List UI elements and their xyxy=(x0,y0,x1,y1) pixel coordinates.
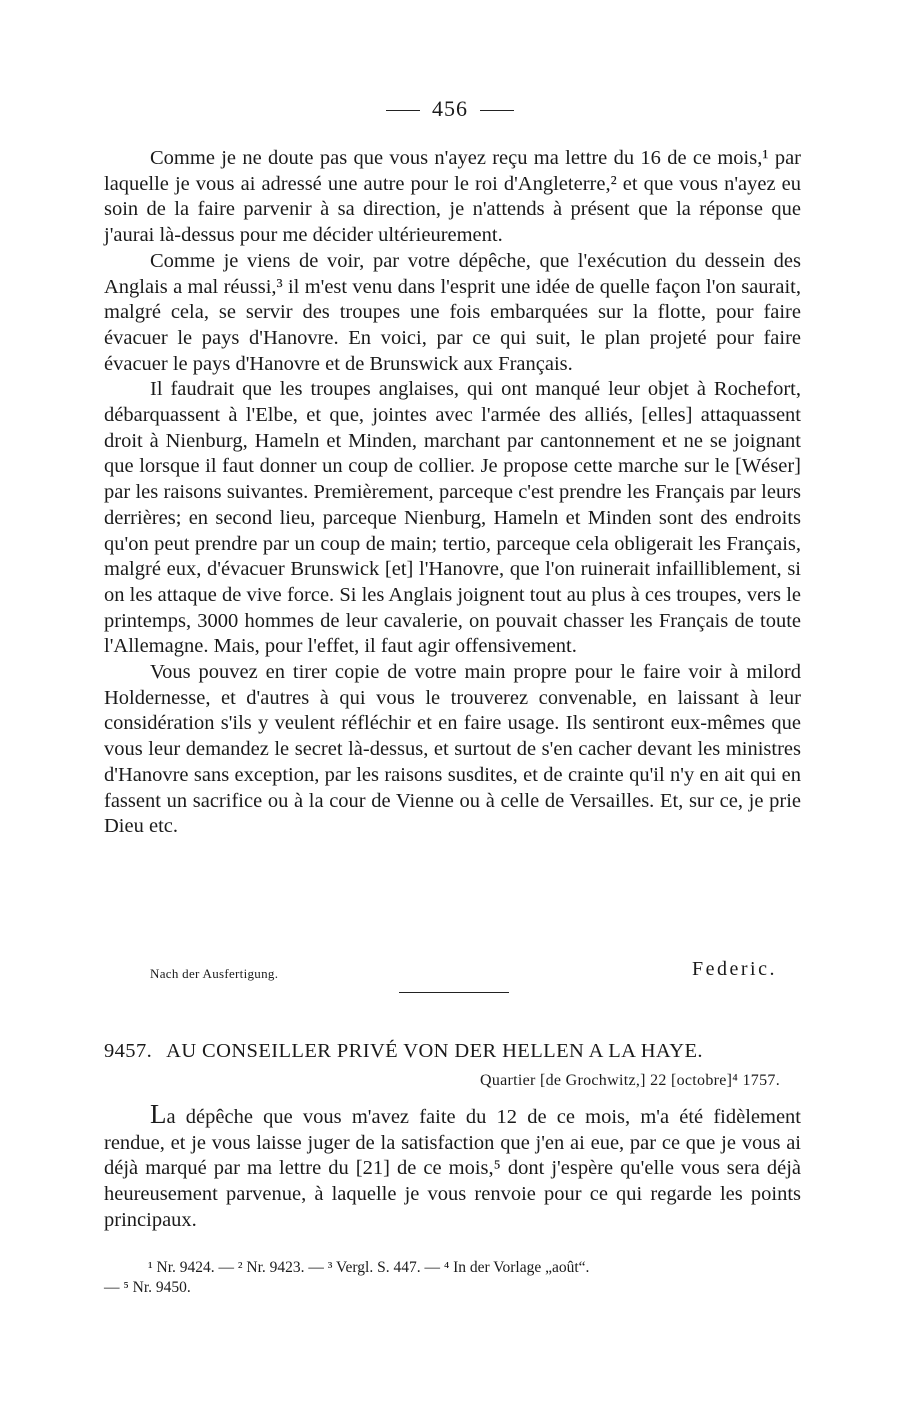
page-number-text: 456 xyxy=(432,96,468,121)
letter-number: 9457. xyxy=(104,1040,153,1062)
paragraph: Il faudrait que les troupes anglaises, qui ont manqué leur objet à Rochefort, débarquassent à l'Elbe, et que, jointes avec l'armée des alliés, [elles] attaquassent droit à Nienburg, Hameln et Minden, marchant par cantonnement et ne se joignant que lorsque il faut donner un coup de collier. Je propose cette marche sur le [Wéser] par les raisons suivantes. Premièrement, parceque c'est prendre les Français par leurs derrières; en second lieu, parceque Nienburg, Hameln et Minden sont des endroits qu'on peut prendre par un coup de main; tertio, parceque cela obligerait les Français, malgré eux, d'évacuer Brunswick [et] l'Hanovre, que l'on ruinerait infailliblement, si on les attaque de vive force. Si les Anglais joignent tout au plus à ces troupes, vers le printemps, 3000 hommes de leur cavalerie, on pouvait chasser les Français de toute l'Allemagne. Mais, pour l'effet, il faut agir offensivement. xyxy=(104,378,801,658)
section-divider xyxy=(399,992,509,993)
letter-text: a dépêche que vous m'avez faite du 12 de ce mois, m'a été fidèlement rendue, et je vous laisse juger de la satisfaction que j'en ai eue, par ce que je vous ai déjà marqué par ma lettre du [21] de ce mois,⁵ dont j'espère qu'elle vous sera déjà heureusement parvenue, à laquelle je vous renvoie pour ce qui regarde les points principaux. xyxy=(104,1106,801,1231)
page-number-dash-left xyxy=(386,110,420,111)
signature: Federic. xyxy=(692,958,777,980)
paragraph xyxy=(104,1099,801,1234)
drop-cap: L xyxy=(150,1099,167,1129)
letter-body-previous xyxy=(104,146,801,840)
source-note: Nach der Ausfertigung. xyxy=(150,966,279,981)
paragraph: Comme je viens de voir, par votre dépêche, que l'exécution du dessein des Anglais a mal réussi,³ il m'est venu dans l'esprit une idée de quelle façon l'on saurait, malgré cela, se servir des troupes une fois embarquées sur la flotte, pour faire évacuer le pays d'Hanovre. En voici, par ce qui suit, le plan projeté pour faire évacuer le pays d'Hanovre et de Brunswick aux Français. xyxy=(104,249,801,375)
footnotes xyxy=(104,1258,801,1298)
letter-title: AU CONSEILLER PRIVÉ VON DER HELLEN A LA HAYE. xyxy=(166,1040,703,1062)
dateline: Quartier [de Grochwitz,] 22 [octobre]⁴ 1757. xyxy=(479,1072,780,1089)
letter-heading xyxy=(104,1040,801,1063)
page-number-dash-right xyxy=(480,110,514,111)
page-number xyxy=(0,96,900,122)
paragraph: Comme je ne doute pas que vous n'ayez reçu ma lettre du 16 de ce mois,¹ par laquelle je vous ai adressé une autre pour le roi d'Angleterre,² et que vous n'ayez eu soin de la faire parvenir à sa direction, je n'attends à présent que la réponse que j'aurai là-dessus pour me décider ultérieurement. xyxy=(104,147,801,247)
letter-body xyxy=(104,1099,801,1234)
footnote-line: ¹ Nr. 9424. — ² Nr. 9423. — ³ Vergl. S. 447. — ⁴ In der Vorlage „août“. xyxy=(148,1259,590,1276)
paragraph: Vous pouvez en tirer copie de votre main propre pour le faire voir à milord Holdernesse, et d'autres à qui vous le trouverez convenable, en laissant à leur considération s'ils y veulent réfléchir et en faire usage. Ils sentiront eux-mêmes que vous leur demandez le secret là-dessus, et surtout de s'en cacher devant les ministres d'Hanovre sans exception, par les raisons susdites, et de crainte qu'il n'y en ait qui en fassent un sacrifice ou à la cour de Vienne ou à celle de Versailles. Et, sur ce, je prie Dieu etc. xyxy=(104,661,801,838)
footnote-line: — ⁵ Nr. 9450. xyxy=(104,1279,191,1296)
